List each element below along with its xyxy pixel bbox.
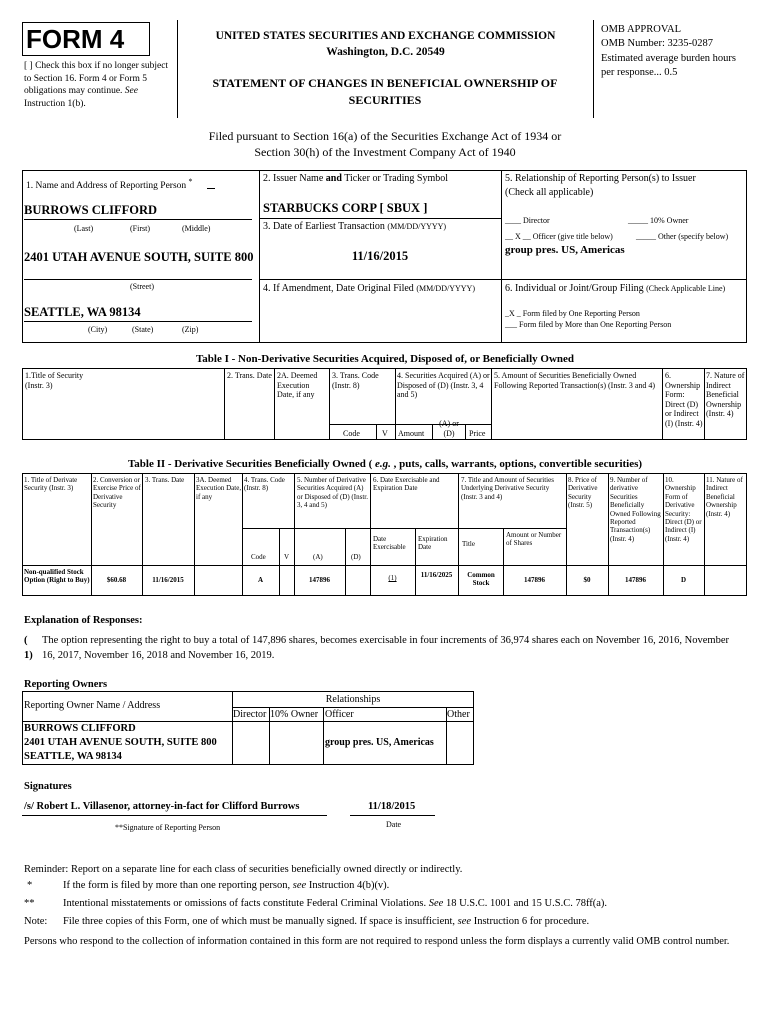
- other-check: _____ Other (specify below): [636, 232, 729, 241]
- table1-title: Table I - Non-Derivative Securities Acquired, Disposed of, or Beneficially Owned: [195, 353, 575, 365]
- t1-h6: 6. Ownership Form: Direct (D) or Indirect (I) (Instr. 4): [665, 371, 703, 428]
- t1-h4: 4. Securities Acquired (A) or Disposed of (D) (Instr. 3, 4 and 5): [397, 371, 490, 400]
- t1-price: Price: [469, 429, 486, 438]
- box1-label: [26, 177, 192, 191]
- table2-title-post: , puts, calls, warrants, options, convertible securities): [390, 458, 643, 470]
- t2-row-code: A: [257, 576, 264, 584]
- t2-v: V: [284, 553, 290, 561]
- box3-label: [263, 221, 446, 232]
- omb-approval: OMB APPROVAL: [601, 24, 682, 35]
- box2-label-pre: 2. Issuer Name: [263, 173, 326, 184]
- agency-location: Washington, D.C. 20549: [326, 46, 445, 58]
- box2-label-and: and: [325, 173, 342, 184]
- t2-row-deriv-price: $0: [583, 576, 591, 584]
- see-word: See: [124, 86, 138, 96]
- t2-h3a: 3A. Deemed Execution Date, if any: [196, 476, 242, 501]
- box1-label-text: 1. Name and Address of Reporting Person: [26, 181, 187, 192]
- t2-row-shares: 147896: [524, 576, 545, 584]
- checkbox-notice: [24, 60, 172, 110]
- star-text-pre: If the form is filed by more than one reporting person,: [63, 880, 293, 891]
- director-check: ____ Director: [505, 216, 550, 225]
- t2-h11: 11. Nature of Indirect Beneficial Ownership (Instr. 4): [706, 476, 743, 518]
- box3-label-small: (MM/DD/YYYY): [387, 222, 447, 231]
- note-text-post: Instruction 6 for procedure.: [471, 916, 590, 927]
- t2-exp-date: Expiration Date: [418, 535, 448, 552]
- box6-label: [505, 283, 725, 294]
- t1-h1: 1.Title of Security (Instr. 3): [25, 371, 84, 390]
- t2-title: Title: [462, 540, 475, 548]
- t1-h7: 7. Nature of Indirect Beneficial Ownership (Instr. 4): [706, 371, 745, 419]
- dstar-mark: **: [24, 898, 35, 909]
- dstar-note: [63, 898, 607, 909]
- filed-pursuant-line1: Filed pursuant to Section 16(a) of the Securities Exchange Act of 1934 or: [208, 129, 562, 143]
- t2-amount-shares: Amount or Number of Shares: [506, 531, 562, 548]
- t1-h2a: 2A. Deemed Execution Date, if any: [277, 371, 318, 400]
- t2-h10: 10. Ownership Form of Derivative Security: Direct (D) or Indirect (I) (Instr. 4): [665, 476, 702, 543]
- t2-h6: 6. Date Exercisable and Expiration Date: [373, 476, 440, 493]
- filed-by-one: _X _ Form filed by One Reporting Person: [505, 309, 640, 318]
- t2-h7: 7. Title and Amount of Securities Underlying Derivative Security (Instr. 3 and 4): [461, 476, 554, 501]
- middle-label: (Middle): [182, 224, 211, 233]
- explanation-heading: Explanation of Responses:: [24, 615, 143, 626]
- omb-burden: Estimated average burden hours per response... 0.5: [601, 53, 736, 78]
- owner-street: 2401 UTAH AVENUE SOUTH, SUITE 800: [24, 737, 217, 748]
- owners-heading: Reporting Owners: [24, 679, 108, 690]
- owners-col-name: Reporting Owner Name / Address: [24, 700, 161, 711]
- officer-title: group pres. US, Americas: [505, 244, 625, 256]
- box5-sub: (Check all applicable): [505, 187, 594, 198]
- ten-pct-owner-check: _____ 10% Owner: [628, 216, 689, 225]
- t1-code: Code: [343, 429, 360, 438]
- dstar-text-pre: Intentional misstatements or omissions of facts constitute Federal Criminal Violations.: [63, 898, 429, 909]
- note-see: see: [457, 916, 472, 927]
- t2-h3: 3. Trans. Date: [145, 476, 185, 484]
- table2-title-pre: Table II - Derivative Securities Beneficially Owned (: [127, 458, 376, 470]
- t2-code: Code: [251, 553, 266, 561]
- city-state-zip: SEATTLE, WA 98134: [24, 305, 141, 319]
- signer-name: /s/ Robert L. Villasenor, attorney-in-fact for Clifford Burrows: [24, 801, 300, 812]
- owners-other: Other: [447, 709, 470, 720]
- note-text: [63, 916, 589, 927]
- omb-number: OMB Number: 3235-0287: [601, 38, 713, 49]
- box6-label-small: (Check Applicable Line): [646, 284, 726, 293]
- issuer-name: STARBUCKS CORP [ SBUX ]: [263, 201, 428, 215]
- t2-row-a: 147896: [309, 576, 330, 584]
- filed-by-more: ___ Form filed by More than One Reporting Person: [505, 320, 672, 329]
- officer-check: __ X __ Officer (give title below): [505, 232, 613, 241]
- instruction-ref: Instruction 1(b).: [24, 98, 86, 109]
- explanation-num: ( 1): [24, 635, 33, 661]
- zip-label: (Zip): [182, 325, 199, 334]
- box2-label: [263, 173, 448, 184]
- t2-row-owned: 147896: [625, 576, 646, 584]
- owner-name: BURROWS CLIFFORD: [24, 723, 136, 734]
- star-note: [63, 880, 389, 891]
- box2-label-post: Ticker or Trading Symbol: [341, 173, 449, 184]
- box3-label-text: 3. Date of Earliest Transaction: [263, 221, 385, 232]
- box4-label-text: 4. If Amendment, Date Original Filed: [263, 283, 414, 294]
- agency-name: UNITED STATES SECURITIES AND EXCHANGE COMMISSION: [215, 30, 556, 42]
- t1-h3: 3. Trans. Code (Instr. 8): [332, 371, 379, 390]
- t2-h2: 2. Conversion or Exercise Price of Derivative Security: [93, 476, 141, 510]
- t2-a: (A): [313, 553, 323, 561]
- t2-h4: 4. Trans. Code (Instr. 8): [244, 476, 285, 493]
- t1-h2: 2. Trans. Date: [227, 371, 272, 380]
- box4-label: [263, 283, 475, 294]
- t2-row-expiration: 11/16/2025: [420, 571, 453, 579]
- form-title: FORM 4: [26, 24, 125, 54]
- table2-title-eg: e.g.: [375, 458, 391, 470]
- t2-row-security: Non-qualified Stock Option (Right to Buy): [24, 568, 90, 585]
- reminder: Reminder: Report on a separate line for each class of securities beneficially owned directly or indirectly.: [24, 864, 463, 875]
- last-label: (Last): [74, 224, 94, 233]
- t1-aord: (A) or (D): [439, 419, 459, 438]
- owners-officer: Officer: [325, 709, 354, 720]
- signature-label: **Signature of Reporting Person: [115, 823, 221, 832]
- box6-label-text: 6. Individual or Joint/Group Filing: [505, 283, 644, 294]
- note-text-pre: File three copies of this Form, one of which must be manually signed. If space is insufficient,: [63, 916, 458, 927]
- t2-row-form: D: [680, 576, 687, 584]
- t2-date-ex: Date Exercisable: [373, 535, 406, 552]
- note-mark: Note:: [24, 916, 48, 927]
- persons-notice: Persons who respond to the collection of information contained in this form are not required to respond unless the form displays a currently valid OMB control number.: [24, 936, 730, 947]
- owners-director: Director: [233, 709, 267, 720]
- date-label: Date: [386, 820, 402, 829]
- checkbox-text: [ ] Check this box if no longer subject to Section 16. Form 4 or Form 5 obligations may continue.: [24, 61, 169, 96]
- box5-label: 5. Relationship of Reporting Person(s) to Issuer: [505, 173, 696, 184]
- t2-row-title: Common Stock: [467, 571, 495, 588]
- dstar-text-post: 18 U.S.C. 1001 and 15 U.S.C. 78ff(a).: [443, 898, 608, 909]
- earliest-transaction-date: 11/16/2015: [351, 249, 409, 263]
- box4-label-small: (MM/DD/YYYY): [416, 284, 475, 293]
- owners-ten-pct: 10% Owner: [270, 709, 319, 720]
- t1-v: V: [382, 429, 388, 438]
- star-mark: *: [27, 880, 33, 891]
- t2-row-date: 11/16/2015: [152, 576, 184, 584]
- star-text-post: Instruction 4(b)(v).: [306, 880, 390, 891]
- reporting-person-name: BURROWS CLIFFORD: [24, 203, 157, 217]
- t1-h5: 5. Amount of Securities Beneficially Owned Following Reported Transaction(s) (Instr. 3 and 4): [494, 371, 656, 390]
- t2-h1: 1. Title of Derivate Security (Instr. 3): [24, 476, 78, 493]
- box1-asterisk: *: [188, 177, 193, 186]
- street-label: (Street): [130, 282, 154, 291]
- t2-d: (D): [351, 553, 361, 561]
- t1-amount: Amount: [398, 429, 425, 438]
- signatures-heading: Signatures: [24, 781, 72, 792]
- t2-row-exercisable[interactable]: (1): [388, 574, 397, 582]
- signature-date: 11/18/2015: [368, 801, 416, 812]
- dstar-see: See: [428, 898, 444, 909]
- explanation-text: The option representing the right to buy a total of 147,896 shares, becomes exercisable in four increments of 36,974 shares each on November 16, 2016, November 16, 2017, November 16, 2018 and November 16, 2019.: [42, 635, 729, 661]
- t2-h5: 5. Number of Derivative Securities Acquired (A) or Disposed of (D) (Instr. 3, 4 and 5): [297, 476, 368, 510]
- statement-title: STATEMENT OF CHANGES IN BENEFICIAL OWNERSHIP OF SECURITIES: [212, 76, 558, 107]
- first-label: (First): [130, 224, 150, 233]
- star-see: see: [292, 880, 307, 891]
- filed-pursuant-line2: Section 30(h) of the Investment Company Act of 1940: [254, 145, 516, 159]
- t2-row-price: $60.68: [106, 576, 127, 584]
- state-label: (State): [132, 325, 154, 334]
- city-label: (City): [88, 325, 108, 334]
- table2-title: [0, 458, 770, 470]
- owner-city: SEATTLE, WA 98134: [24, 751, 122, 762]
- t2-h8: 8. Price of Derivative Security (Instr. 5): [568, 476, 598, 510]
- owners-relationships: Relationships: [325, 694, 381, 705]
- t2-h9: 9. Number of derivative Securities Beneficially Owned Following Reported Transaction(s) (Instr. 4): [610, 476, 661, 543]
- owner-officer-value: group pres. US, Americas: [325, 737, 434, 748]
- street-address: 2401 UTAH AVENUE SOUTH, SUITE 800: [24, 250, 254, 264]
